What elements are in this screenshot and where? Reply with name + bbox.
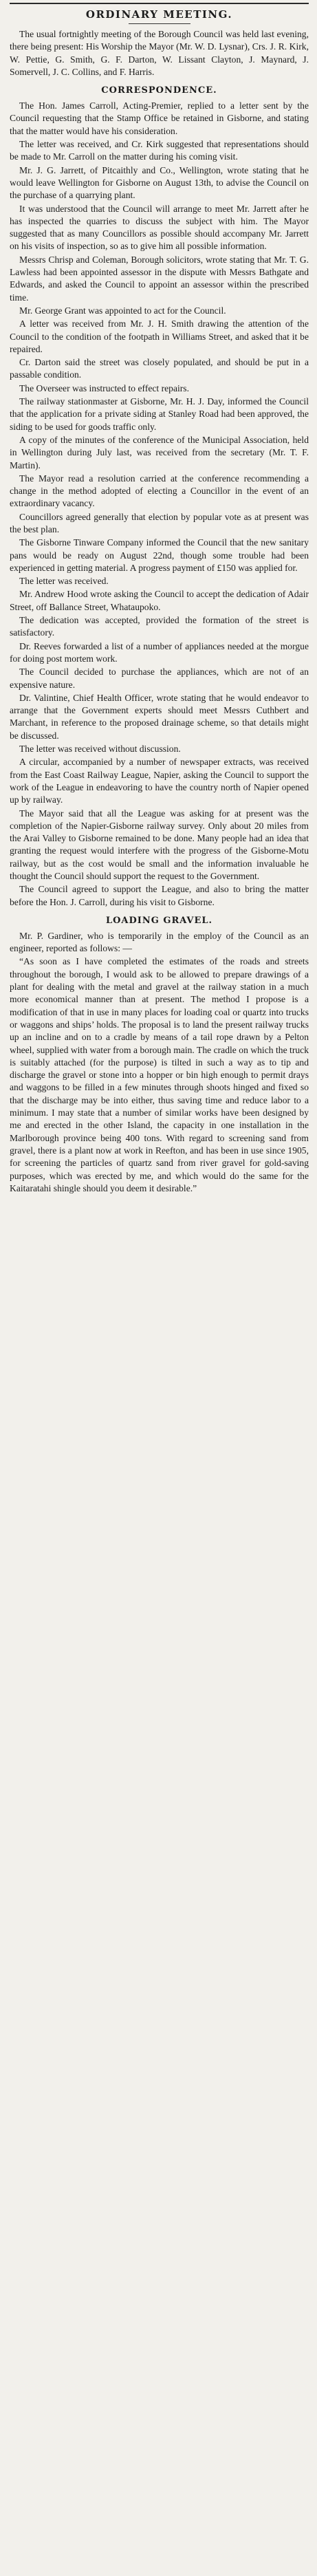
body-paragraph: The dedication was accepted, provided the formation of the street is satisfactory. xyxy=(10,615,309,638)
body-paragraph: Mr. George Grant was appointed to act for the Council. xyxy=(19,305,226,316)
title-divider xyxy=(129,23,190,24)
body-paragraph: A circular, accompanied by a number of newspaper extracts, was received from the East Coast Railway League, Napier, asking the Council to support the work of the League in endeavoring to have the country north of Napier opened up by railway. xyxy=(10,757,309,805)
body-paragraph: The letter was received without discussion. xyxy=(19,744,181,755)
body-paragraph: A letter was received from Mr. J. H. Smith drawing the attention of the Council to the condition of the footpath in Williams Street, and asked that it be repaired. xyxy=(10,318,309,354)
body-paragraph: Mr. P. Gardiner, who is temporarily in the employ of the Council as an engineer, reported as follows: — xyxy=(10,930,309,954)
body-paragraph: The Overseer was instructed to effect repairs. xyxy=(19,382,189,393)
body-paragraph: Dr. Reeves forwarded a list of a number of appliances needed at the morgue for doing post mortem work. xyxy=(10,640,309,664)
body-paragraph: The Mayor read a resolution carried at the conference recommending a change in the method adopted of electing a Councillor in the event of an extraordinary vacancy. xyxy=(10,473,309,509)
body-paragraph: The Council decided to purchase the appliances, which are not of an expensive nature. xyxy=(10,667,309,690)
body-paragraph: The Gisborne Tinware Company informed the Council that the new sanitary pans would be ready on August 22nd, though some trouble had been experienced in getting material. A progress payment of £150 was applied for. xyxy=(10,537,309,573)
body-paragraph: It was understood that the Council will arrange to meet Mr. Jarrett after he has inspected the quarries to discuss the subject with him. The Mayor suggested that as many Councillors as possible should accompany Mr. Jarrett on his visits of inspection, so as to give him all possible information. xyxy=(10,203,309,252)
intro-paragraph: The usual fortnightly meeting of the Borough Council was held last evening, there being present: His Worship the Mayor (Mr. W. D. Lysnar), Crs. J. R. Kirk, W. Pettie, G. Smith, G. F. Darton, W. Lissant Clayton, J. Maynard, J. Somervell, J. C. Collins, and F. Harris. xyxy=(10,29,309,77)
body-paragraph: A copy of the minutes of the conference of the Municipal Association, held in Wellington during July last, was received from the secretary (Mr. T. F. Martin). xyxy=(10,434,309,470)
body-paragraph: The letter was received, and Cr. Kirk suggested that representations should be made to Mr. Carroll on the matter during his coming visit. xyxy=(10,139,309,162)
body-paragraph: The Mayor said that all the League was asking for at present was the completion of the Napier-Gisborne railway survey. Only about 20 miles from the Arai Valley to Gisborne remained to be done. Many people had an idea that granting the request would interfere with the progress of the Gisborne-Motu railway, but as the cost would be small and the information invaluable he thought the Council should support the request to the Government. xyxy=(10,808,309,881)
body-paragraph: The railway stationmaster at Gisborne, Mr. H. J. Day, informed the Council that the application for a private siding at Stanley Road had been approved, the siding to be used for goods traffic only. xyxy=(10,396,309,432)
top-rule xyxy=(10,3,309,4)
body-paragraph: Mr. Andrew Hood wrote asking the Council to accept the dedication of Adair Street, off Ballance Street, Whataupoko. xyxy=(10,589,309,612)
section-heading: LOADING GRAVEL. xyxy=(105,915,213,926)
body-paragraph: “As soon as I have completed the estimates of the roads and streets throughout the borough, I would ask to be allowed to prepare drawings of a plant for dealing with the metal and gravel at the railway station in a much more economical manner than at present. The method I propose is a modification of that in use in many places for loading coal or quartz into trucks or waggons and ships’ holds. The proposal is to land the present railway trucks up an incline and on to a cradle by means of a tail rope drawn by a Pelton wheel, supplied with water from a borough main. The cradle on which the truck is suitably attached (for the purpose) is tilted in such a way as to tip and discharge the gravel or stone into a hopper or bin high enough to permit drays and waggons to be filled in a few minutes through shoots hinged and fixed so that the discharge may be into either, thus saving time and reduce labor to a minimum. I may state that a number of similar works have been designed by me and erected in the other Island, the capacity in one installation in the Marlborough province being 400 tons. With regard to screening sand from gravel, there is a plant now at work in Reefton, and has been in use since 1905, for screening the particles of quartz sand from river gravel for gold-saving purposes, which was erected by me, and which would do the same for the Kaitaratahi shingle should you deem it desirable.” xyxy=(10,956,309,1193)
body-paragraph: Cr. Darton said the street was closely populated, and should be put in a passable condition. xyxy=(10,357,309,380)
article-sections xyxy=(10,85,309,1195)
body-paragraph: The Council agreed to support the League, and also to bring the matter before the Hon. J. Carroll, during his visit to Gisborne. xyxy=(10,884,309,907)
article-intro xyxy=(10,28,309,78)
body-paragraph: Councillors agreed generally that election by popular vote as at present was the best plan. xyxy=(10,511,309,534)
body-paragraph: Messrs Chrisp and Coleman, Borough solicitors, wrote stating that Mr. T. G. Lawless had been appointed assessor in the dispute with Messrs Bathgate and Edwards, and asked the Council to appoint an assessor within the prescribed time. xyxy=(10,254,309,303)
body-paragraph: Dr. Valintine, Chief Health Officer, wrote stating that he would endeavor to arrange that the Government experts should meet Messrs Cuthbert and Marchant, in reference to the proposed drainage scheme, so that details might be discussed. xyxy=(10,692,309,741)
body-paragraph: Mr. J. G. Jarrett, of Pitcaithly and Co., Wellington, wrote stating that he would leave Wellington for Gisborne on August 13th, to advise the Council on the purchase of a quarrying plant. xyxy=(10,164,309,201)
article-title: ORDINARY MEETING. xyxy=(85,8,233,21)
body-paragraph: The letter was received. xyxy=(19,576,109,587)
body-paragraph: The Hon. James Carroll, Acting-Premier, replied to a letter sent by the Council requesting that the Stamp Office be retained in Gisborne, and stating that the matter would have his consideration. xyxy=(10,100,309,136)
section-heading: CORRESPONDENCE. xyxy=(101,85,217,96)
